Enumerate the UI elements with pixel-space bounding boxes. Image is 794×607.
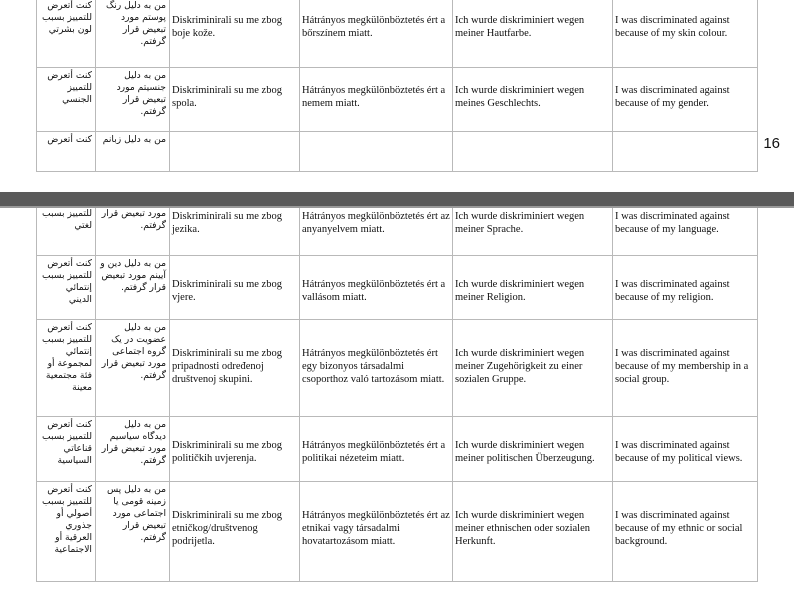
german-cell: Ich wurde diskriminiert wegen meiner Hautfarbe. xyxy=(453,0,613,68)
translation-table-bottom xyxy=(36,208,758,582)
table-row xyxy=(37,208,758,256)
persian-cell: من به دلیل عضویت در یک گروه اجتماعی مورد تبعیض قرار گرفتم. xyxy=(96,320,170,417)
croatian-cell: Diskriminirali su me zbog etničkog/društvenog podrijetla. xyxy=(170,482,300,582)
croatian-cell: Diskriminirali su me zbog spola. xyxy=(170,68,300,132)
arabic-cell: كنت أتعرض xyxy=(37,132,96,172)
document-page-bottom xyxy=(0,208,794,607)
hungarian-cell: Hátrányos megkülönböztetés ért a vallásom miatt. xyxy=(300,256,453,320)
german-cell: Ich wurde diskriminiert wegen meiner Zugehörigkeit zu einer sozialen Gruppe. xyxy=(453,320,613,417)
arabic-cell: كنت أتعرض للتمييز بسبب لون بشرتي xyxy=(37,0,96,68)
table-row xyxy=(37,482,758,582)
croatian-cell: Diskriminirali su me zbog vjere. xyxy=(170,256,300,320)
table-row xyxy=(37,132,758,172)
arabic-cell: كنت أتعرض للتمييز بسبب إنتمائي لمجموعة أو فئة مجتمعية معينة xyxy=(37,320,96,417)
persian-cell: مورد تبعیض قرار گرفتم. xyxy=(96,208,170,256)
arabic-cell: كنت أتعرض للتمييز بسبب إنتمائي الديني xyxy=(37,256,96,320)
arabic-cell: كنت أتعرض للتمييز الجنسي xyxy=(37,68,96,132)
translation-table-top xyxy=(36,0,758,172)
persian-cell: من به دلیل رنگ پوستم مورد تبعیض قرار گرفتم. xyxy=(96,0,170,68)
english-cell: I was discriminated against because of my gender. xyxy=(613,68,758,132)
hungarian-cell: Hátrányos megkülönböztetés ért a bőrszínem miatt. xyxy=(300,0,453,68)
persian-cell: من به دلیل پس زمینه قومی یا اجتماعی مورد تبعیض قرار گرفتم. xyxy=(96,482,170,582)
english-cell: I was discriminated against because of my skin colour. xyxy=(613,0,758,68)
croatian-cell: Diskriminirali su me zbog jezika. xyxy=(170,208,300,256)
hungarian-cell xyxy=(300,132,453,172)
german-cell xyxy=(453,132,613,172)
document-page-top xyxy=(0,0,794,192)
hungarian-cell: Hátrányos megkülönböztetés ért az anyanyelvem miatt. xyxy=(300,208,453,256)
german-cell: Ich wurde diskriminiert wegen meiner Religion. xyxy=(453,256,613,320)
english-cell: I was discriminated against because of my ethnic or social background. xyxy=(613,482,758,582)
hungarian-cell: Hátrányos megkülönböztetés ért a nemem miatt. xyxy=(300,68,453,132)
table-row xyxy=(37,68,758,132)
english-cell: I was discriminated against because of my language. xyxy=(613,208,758,256)
english-cell xyxy=(613,132,758,172)
persian-cell: من به دلیل جنسیتم مورد تبعیض قرار گرفتم. xyxy=(96,68,170,132)
table-row xyxy=(37,417,758,482)
german-cell: Ich wurde diskriminiert wegen meines Geschlechts. xyxy=(453,68,613,132)
persian-cell: من به دلیل دیدگاه سیاسیم مورد تبعیض قرار گرفتم. xyxy=(96,417,170,482)
croatian-cell: Diskriminirali su me zbog pripadnosti određenoj društvenoj skupini. xyxy=(170,320,300,417)
croatian-cell xyxy=(170,132,300,172)
hungarian-cell: Hátrányos megkülönböztetés ért a politikai nézeteim miatt. xyxy=(300,417,453,482)
arabic-cell: كنت أتعرض للتمييز بسبب أصولي أو جذوري العرقية أو الاجتماعية xyxy=(37,482,96,582)
english-cell: I was discriminated against because of my membership in a social group. xyxy=(613,320,758,417)
table-row xyxy=(37,320,758,417)
arabic-cell: كنت أتعرض للتمييز بسبب قناعاتي السياسية xyxy=(37,417,96,482)
persian-cell: من به دلیل زبانم xyxy=(96,132,170,172)
english-cell: I was discriminated against because of my political views. xyxy=(613,417,758,482)
persian-cell: من به دلیل دین و آیینم مورد تبعیض قرار گرفتم. xyxy=(96,256,170,320)
german-cell: Ich wurde diskriminiert wegen meiner ethnischen oder sozialen Herkunft. xyxy=(453,482,613,582)
hungarian-cell: Hátrányos megkülönböztetés ért egy bizonyos társadalmi csoporthoz való tartozásom miatt. xyxy=(300,320,453,417)
page-number: 16 xyxy=(763,135,780,152)
hungarian-cell: Hátrányos megkülönböztetés ért az etnikai vagy társadalmi hovatartozásom miatt. xyxy=(300,482,453,582)
german-cell: Ich wurde diskriminiert wegen meiner politischen Überzeugung. xyxy=(453,417,613,482)
english-cell: I was discriminated against because of my religion. xyxy=(613,256,758,320)
table-row xyxy=(37,256,758,320)
croatian-cell: Diskriminirali su me zbog boje kože. xyxy=(170,0,300,68)
german-cell: Ich wurde diskriminiert wegen meiner Sprache. xyxy=(453,208,613,256)
page-separator xyxy=(0,192,794,206)
table-row xyxy=(37,0,758,68)
croatian-cell: Diskriminirali su me zbog političkih uvjerenja. xyxy=(170,417,300,482)
arabic-cell: للتمييز بسبب لغتي xyxy=(37,208,96,256)
